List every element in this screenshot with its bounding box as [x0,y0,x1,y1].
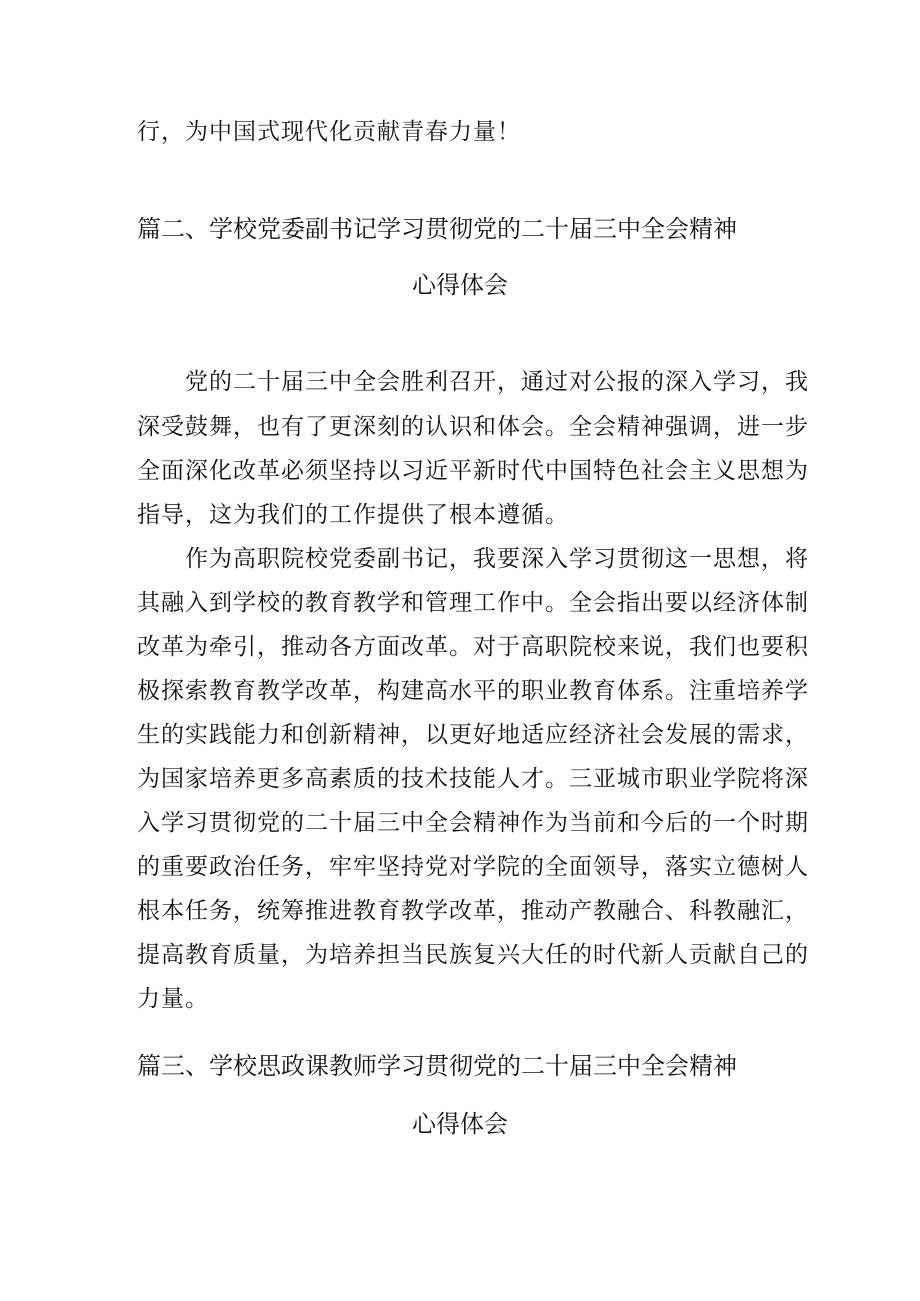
paragraph-line: 力量。 [137,986,209,1012]
paragraph-line: 作为高职院校党委副书记，我要深入学习贯彻这一思想，将 [137,546,809,572]
paragraph-line: 的重要政治任务，牢牢坚持党对学院的全面领导，落实立德树人 [137,854,809,880]
intro-line: 行，为中国式现代化贡献青春力量！ [137,119,521,145]
paragraph-line: 改革为牵引，推动各方面改革。对于高职院校来说，我们也要积 [137,634,809,660]
paragraph-line: 入学习贯彻党的二十届三中全会精神作为当前和今后的一个时期 [137,810,809,836]
paragraph-line: 极探索教育教学改革，构建高水平的职业教育体系。注重培养学 [137,678,809,704]
paragraph-line: 全面深化改革必须坚持以习近平新时代中国特色社会主义思想为 [137,458,809,484]
paragraph-line: 深受鼓舞，也有了更深刻的认识和体会。全会精神强调，进一步 [137,414,809,440]
paragraph-line: 提高教育质量，为培养担当民族复兴大任的时代新人贡献自己的 [137,942,809,968]
paragraph-line: 为国家培养更多高素质的技术技能人才。三亚城市职业学院将深 [137,766,809,792]
paragraph-line: 党的二十届三中全会胜利召开，通过对公报的深入学习，我 [137,369,809,395]
paragraph-line: 生的实践能力和创新精神，以更好地适应经济社会发展的需求， [137,722,809,748]
paragraph-line: 根本任务，统筹推进教育教学改革，推动产教融合、科教融汇， [137,898,809,924]
section3-subtitle: 心得体会 [412,1110,508,1138]
section2-title: 篇二、学校党委副书记学习贯彻党的二十届三中全会精神 [137,215,737,243]
paragraph-line: 其融入到学校的教育教学和管理工作中。全会指出要以经济体制 [137,590,809,616]
section2-subtitle: 心得体会 [412,271,508,299]
paragraph-line: 指导，这为我们的工作提供了根本遵循。 [137,502,569,528]
section3-title: 篇三、学校思政课教师学习贯彻党的二十届三中全会精神 [137,1052,737,1080]
